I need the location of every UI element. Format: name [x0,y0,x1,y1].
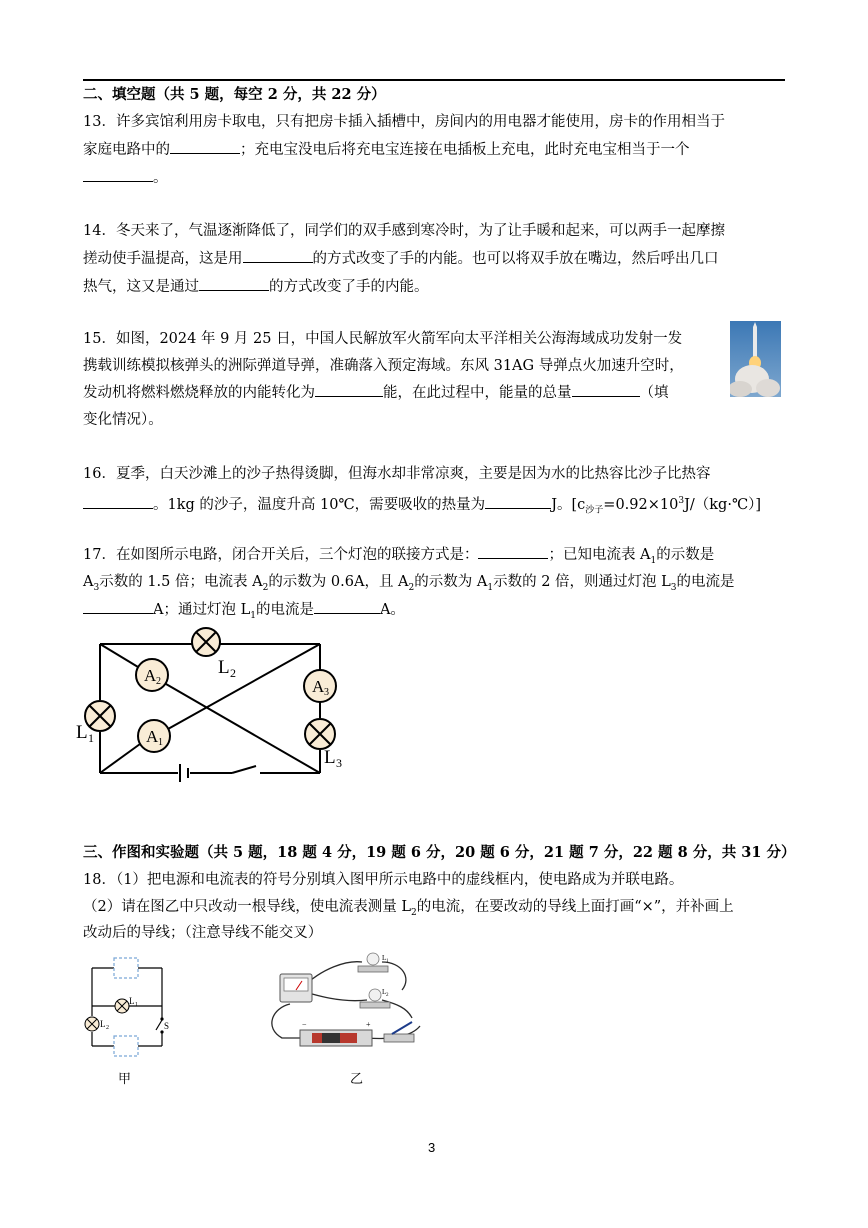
lamp-l3-icon [305,719,335,749]
answer-blank[interactable] [485,496,551,509]
answer-blank[interactable] [199,278,269,291]
svg-text:S: S [164,1021,170,1031]
dashed-box-top [114,958,138,978]
q14-line1: 14．冬天来了，气温逐渐降低了，同学们的双手感到寒冷时，为了让手暖和起来，可以两手一起摩擦 [83,223,725,239]
svg-text:3: 3 [336,756,342,770]
svg-text:2: 2 [106,1025,109,1031]
figure-yi-caption: 乙 [350,1072,364,1087]
figure-yi-apparatus [262,948,427,1063]
svg-text:A: A [144,666,157,685]
q13-line2: 家庭电路中的 ；充电宝没电后将充电宝连接在电插板上充电，此时充电宝相当于一个 [83,142,690,158]
q13-line3: 。 [83,169,168,187]
q18-line2: （2）请在图乙中只改动一根导线，使电流表测量 $L_2$的电流，在要改动的导线上面打画“×”，并补画上 [83,899,734,918]
q17-line1: 17．在如图所示电路，闭合开关后，三个灯泡的联接方式是： ；已知电流表 $A_1$的示数是 [83,547,715,566]
q15-line2: 携载训练模拟核弹头的洲际弹道导弹，准确落入预定海域。东风 31AG 导弹点火加速升空时， [83,358,684,374]
lamp-icon [115,999,129,1013]
svg-text:L: L [100,1019,106,1029]
rocket-launch-photo [730,321,781,397]
q18-line1: 18．（1）把电源和电流表的符号分别填入图甲所示电路中的虚线框内，使电路成为并联电路。 [83,872,684,888]
svg-text:2: 2 [156,676,161,687]
answer-blank[interactable] [170,141,240,154]
svg-text:1: 1 [88,731,94,745]
battery-holder-icon [300,1020,372,1046]
q16-line2: 。1kg 的沙子，温度升高 10℃，需要吸收的热量为 J。$[c_{沙子}=0.92\times 10^3J/(kg\cdot℃)]$ [83,492,761,520]
section-3-heading: 三、作图和实验题（共 5 题，18 题 4 分，19 题 6 分，20 题 6 分，21 题 7 分，22 题 8 分，共 31 分） [83,844,796,861]
svg-text:2: 2 [386,993,389,998]
q16-line1: 16．夏季，白天沙滩上的沙子热得烫脚，但海水却非常凉爽，主要是因为水的比热容比沙子比热容 [83,466,711,482]
top-rule [83,79,785,81]
answer-blank[interactable] [83,169,153,182]
figure-jia-caption: 甲 [118,1072,132,1087]
lamp-l2-icon [192,628,220,656]
svg-text:L: L [324,747,336,768]
svg-text:1: 1 [135,1002,138,1008]
svg-text:L: L [382,954,387,962]
answer-blank[interactable] [478,546,548,559]
svg-text:2: 2 [230,666,236,680]
svg-text:L: L [382,988,387,996]
svg-text:+: + [366,1020,371,1029]
page-number: 3 [428,1140,436,1155]
q18-line3: 改动后的导线；（注意导线不能交叉） [83,925,323,941]
answer-blank[interactable] [572,384,640,397]
q15-line1: 15．如图，2024 年 9 月 25 日，中国人民解放军火箭军向太平洋相关公海海域成功发射一发 [83,331,683,347]
svg-text:−: − [302,1020,307,1029]
figure-jia-circuit [82,956,177,1061]
svg-text:L: L [129,996,135,1006]
lamp-icon [85,1017,99,1031]
q17-line3: A；通过灯泡 $L_1$的电流是 A。 [83,601,405,625]
answer-blank[interactable] [314,601,380,614]
svg-text:A: A [146,727,159,746]
lamp-l1-icon [85,701,115,731]
svg-text:A: A [312,677,325,696]
answer-blank[interactable] [315,384,383,397]
svg-text:1: 1 [158,737,163,748]
section-2-heading: 二、填空题（共 5 题，每空 2 分，共 22 分） [83,86,386,103]
q14-line2: 搓动使手温提高，这是用 的方式改变了手的内能。也可以将双手放在嘴边，然后呼出几口 [83,251,719,267]
answer-blank[interactable] [83,496,153,509]
q15-line4: 变化情况）。 [83,412,163,428]
q17-line2: $A_3$示数的 1.5 倍；电流表 $A_2$的示数为 0.6A，且 $A_2$的示数为 $A_1$示数的 2 倍，则通过灯泡 $L_3$的电流是 [83,574,735,593]
svg-text:3: 3 [324,687,329,698]
answer-blank[interactable] [83,601,153,614]
svg-text:L: L [76,722,88,743]
q15-line3: 发动机将燃料燃烧释放的内能转化为 能，在此过程中，能量的总量 （填 [83,385,669,401]
switch-icon [384,1022,414,1042]
svg-text:1: 1 [386,959,389,964]
q13-line1: 13．许多宾馆利用房卡取电，只有把房卡插入插槽中，房间内的用电器才能使用，房卡的作用相当于 [83,114,725,130]
svg-text:L: L [218,657,230,678]
dashed-box-bottom [114,1036,138,1056]
q17-circuit-diagram [70,618,350,783]
q14-line3: 热气，这又是通过 的方式改变了手的内能。 [83,279,429,295]
answer-blank[interactable] [243,250,313,263]
